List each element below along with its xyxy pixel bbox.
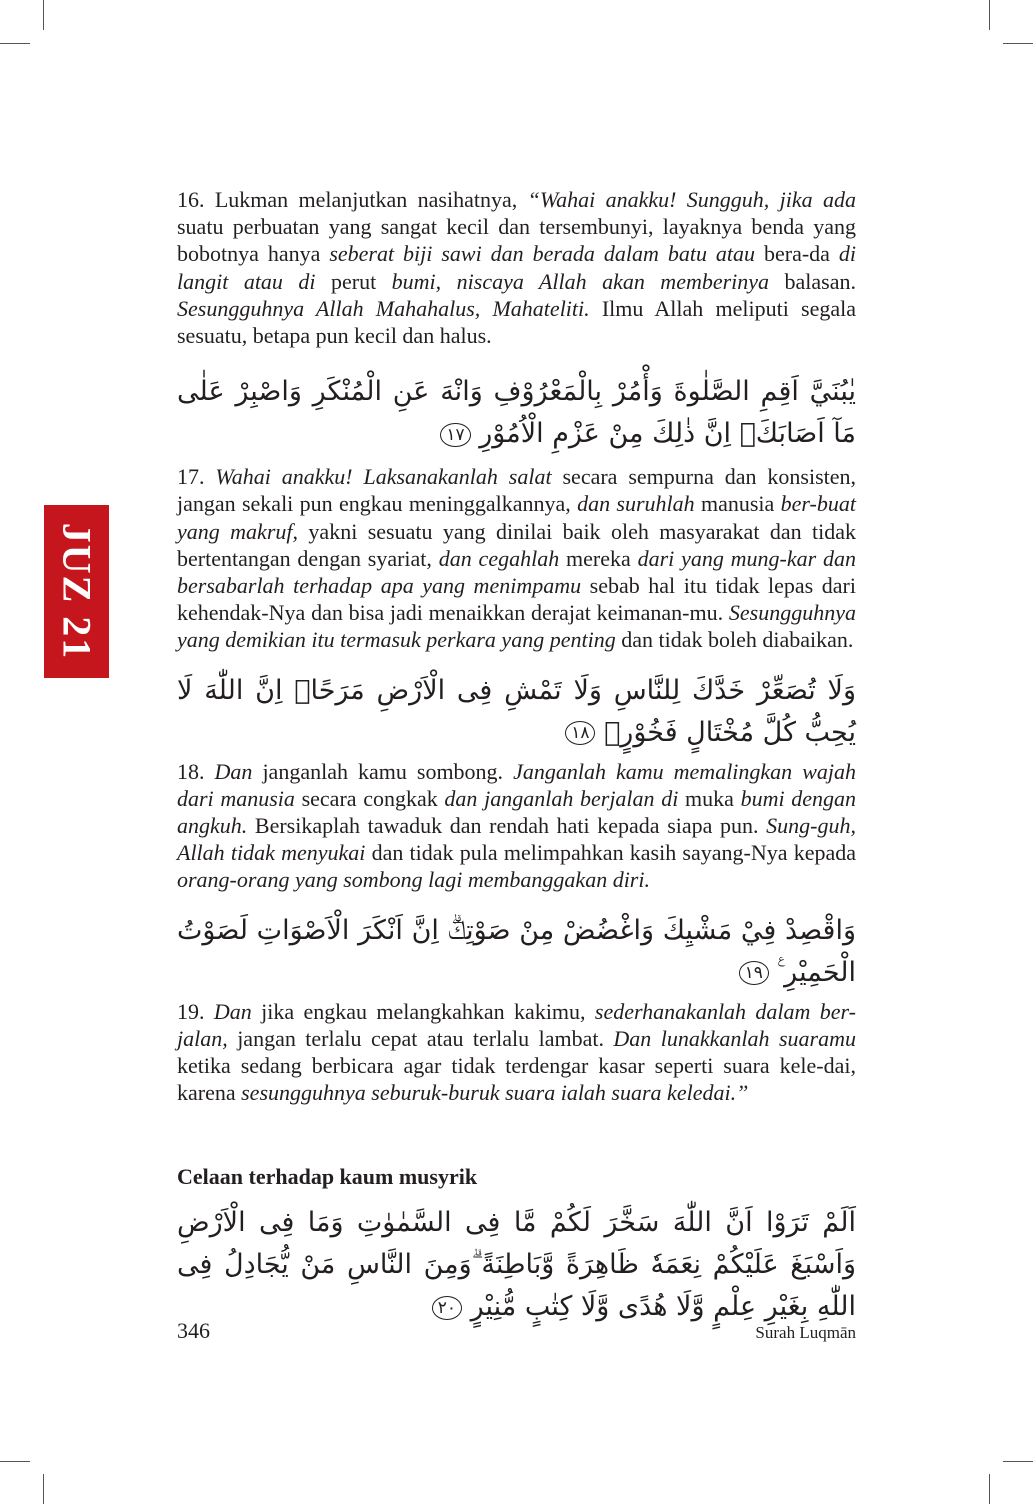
italic-segment: “Wahai anakku! Sungguh, jika ada: [527, 187, 857, 212]
text-segment: balasan.: [769, 268, 857, 294]
ayah-number-badge: ٢٠: [432, 1296, 462, 1320]
surah-name: Surah Luqmān: [755, 1323, 856, 1342]
italic-segment: Dan: [214, 758, 253, 784]
text-segment: bera-da: [755, 241, 839, 267]
italic-segment: Dan lunakkanlah suaramu: [613, 1025, 856, 1051]
italic-segment: dan janganlah berjalan di: [444, 785, 679, 811]
crop-mark: [43, 0, 44, 30]
juz-tab: [44, 505, 109, 678]
text-segment: jangan terlalu cepat atau terlalu lambat.: [227, 1025, 614, 1051]
verse-18-translation: [177, 758, 856, 894]
section-heading: Celaan terhadap kaum musyrik: [177, 1164, 478, 1190]
italic-segment: bumi dengan angkuh.: [177, 785, 856, 839]
text-segment: Bersikaplah tawaduk dan rendah hati kepada siapa pun.: [247, 813, 767, 839]
italic-segment: Sung-guh, Allah tidak menyukai: [177, 813, 856, 866]
verse-19-arabic-text: وَاقْصِدْ فِيْ مَشْيِكَ وَاغْضُضْ مِنْ صَوْتِكَۗ اِنَّ اَنْكَرَ الْاَصْوَاتِ لَصَوْتُ الْحَمِيْرِ ࣖ: [177, 914, 856, 988]
juz-label: JUZ 21: [54, 522, 100, 661]
italic-segment: Janganlah kamu memalingkan wajah dari manusia: [177, 758, 856, 811]
text-segment: secara sempurna dan konsisten, jangan sekali pun engkau meninggalkannya,: [177, 464, 857, 517]
italic-segment: dan suruhlah: [577, 491, 695, 517]
verse-20-arabic: [177, 1202, 856, 1328]
crop-mark: [0, 43, 30, 44]
text-segment: yakni sesuatu yang dinilai baik oleh masyarakat dan tidak bertentangan dengan syariat,: [177, 518, 856, 571]
text-segment: 18.: [177, 758, 215, 784]
text-segment: ketika sedang berbicara agar tidak terdengar kasar seperti suara kele-dai, karena: [177, 1053, 856, 1106]
italic-segment: orang-orang yang sombong lagi membanggakan diri.: [177, 867, 650, 893]
text-segment: dan tidak pula melimpahkan kasih sayang-Nya kepada: [365, 840, 856, 866]
verse-18-arabic-text: وَلَا تُصَعِّرْ خَدَّكَ لِلنَّاسِ وَلَا تَمْشِ فِى الْاَرْضِ مَرَحًاۗ اِنَّ اللّٰهَ لَا يُحِبُّ كُلَّ مُخْتَالٍ فَخُوْرٍۚ: [177, 674, 856, 748]
italic-segment: seberat biji sawi dan berada dalam batu atau: [329, 241, 756, 267]
ayah-number-badge: ١٩: [739, 961, 769, 985]
text-segment: perut: [315, 268, 392, 294]
italic-segment: Dan: [213, 998, 252, 1024]
italic-segment: Sesungguhnya yang demikian itu termasuk perkara yang penting: [177, 600, 856, 653]
crop-mark: [43, 1474, 44, 1504]
crop-mark: [1003, 1461, 1033, 1462]
text-segment: suatu perbuatan yang sangat kecil dan tersembunyi, layaknya benda yang bobotnya hanya: [177, 214, 856, 267]
page-number: 346: [177, 1318, 210, 1343]
italic-segment: Wahai anakku! Laksanakanlah salat: [215, 464, 552, 490]
verse-17-arabic: [177, 371, 856, 455]
verse-17-arabic-text: يٰبُنَيَّ اَقِمِ الصَّلٰوةَ وَأْمُرْ بِالْمَعْرُوْفِ وَانْهَ عَنِ الْمُنْكَرِ وَاصْبِرْ عَلٰى مَآ اَصَابَكَۗ اِنَّ ذٰلِكَ مِنْ عَزْمِ الْاُمُوْرِ: [177, 376, 856, 450]
verse-20-arabic-text: اَلَمْ تَرَوْا اَنَّ اللّٰهَ سَخَّرَ لَكُمْ مَّا فِى السَّمٰوٰتِ وَمَا فِى الْاَرْضِ وَاَسْبَغَ عَلَيْكُمْ نِعَمَهٗ ظَاهِرَةً وَّبَاطِنَةً ۗوَمِنَ النَّاسِ مَنْ يُّجَادِلُ فِى اللّٰهِ بِغَيْرِ عِلْمٍ وَّلَا هُدًى وَّلَا كِتٰبٍ مُّنِيْرٍ: [177, 1207, 856, 1323]
italic-segment: Sesungguhnya Allah Mahahalus, Mahateliti.: [177, 295, 590, 321]
text-segment: janganlah kamu sombong.: [252, 758, 514, 784]
verse-19-arabic: [177, 910, 856, 994]
verse-17-translation: [177, 463, 856, 653]
text-segment: muka: [678, 785, 741, 811]
crop-mark: [0, 1461, 30, 1462]
text-segment: 19.: [177, 998, 214, 1024]
crop-mark: [989, 0, 990, 30]
ayah-number-badge: ١٧: [440, 423, 470, 447]
italic-segment: ber-buat yang makruf,: [177, 491, 856, 544]
italic-segment: sesungguhnya seburuk-buruk suara ialah suara keledai.”: [241, 1080, 749, 1106]
ayah-number-badge: ١٨: [565, 721, 595, 745]
crop-mark: [989, 1474, 990, 1504]
verse-19-translation: [177, 998, 856, 1107]
text-segment: dan tidak boleh diabaikan.: [615, 627, 854, 653]
text-segment: secara congkak: [294, 785, 445, 811]
crop-mark: [1003, 43, 1033, 44]
verse-18-arabic: [177, 670, 856, 754]
italic-segment: dan cegahlah: [438, 545, 560, 571]
text-segment: mereka: [559, 545, 638, 571]
text-segment: sebab hal itu tidak lepas dari kehendak-Nya dan bisa jadi menaikkan derajat keimanan-mu.: [177, 573, 856, 626]
text-segment: 17.: [177, 464, 216, 490]
text-segment: jika engkau melangkahkan kakimu,: [251, 998, 595, 1024]
italic-segment: dari yang mung-kar dan bersabarlah terhadap apa yang menimpamu: [177, 545, 857, 599]
italic-segment: di langit atau di: [177, 241, 857, 294]
verse-16-translation: [177, 186, 856, 349]
text-segment: Ilmu Allah meliputi segala sesuatu, betapa pun kecil dan halus.: [177, 295, 856, 349]
page-content: [177, 186, 856, 1328]
italic-segment: bumi, niscaya Allah akan memberinya: [391, 268, 770, 294]
italic-segment: sederhanakanlah dalam ber-jalan,: [177, 998, 857, 1051]
text-segment: manusia: [694, 491, 781, 517]
text-segment: 16. Lukman melanjutkan nasihatnya,: [177, 187, 528, 212]
